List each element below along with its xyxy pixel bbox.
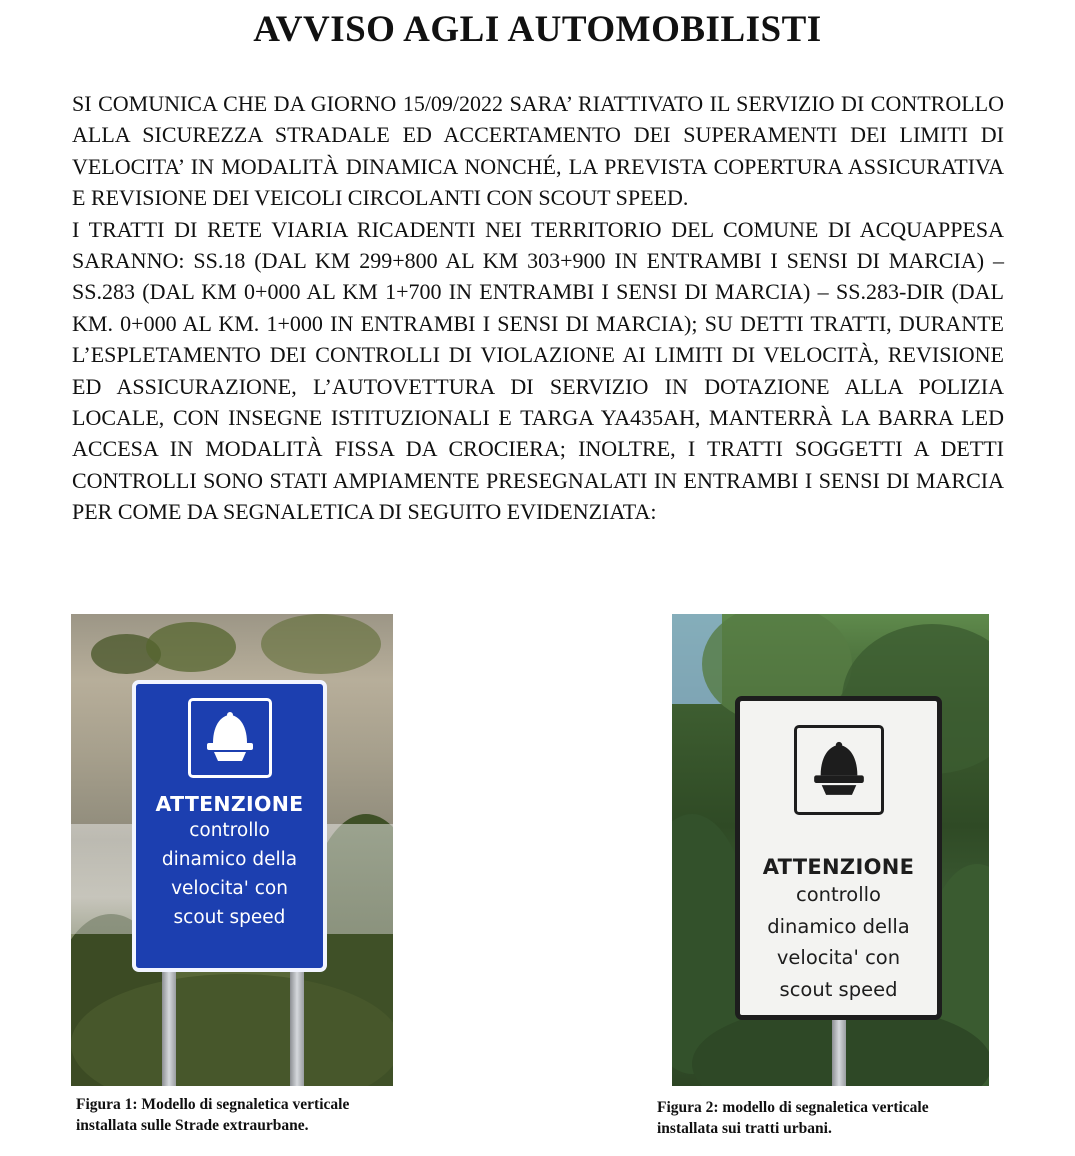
sign-heading: ATTENZIONE (762, 855, 915, 879)
sign-line: velocita' con (171, 878, 288, 899)
caption-line: Figura 1: Modello di segnaletica verticale (76, 1096, 350, 1113)
sign-heading: ATTENZIONE (155, 792, 304, 816)
blue-road-sign (132, 680, 327, 972)
sign-line: scout speed (173, 907, 286, 928)
sign-line: dinamico della (161, 849, 298, 870)
sign-line: velocita' con (776, 946, 901, 969)
sign-line: controllo (189, 820, 270, 841)
caption-line: Figura 2: modello di segnaletica verticale (657, 1099, 929, 1116)
notice-paragraph-1: SI COMUNICA CHE DA GIORNO 15/09/2022 SARA’ RIATTIVATO IL SERVIZIO DI CONTROLLO ALLA SICUREZZA STRADALE ED ACCERTAMENTO DEI SUPERAMENTI DEI LIMITI DI VELOCITA’ IN MODALITÀ DINAMICA NONCHÉ, LA PREVISTA COPERTURA ASSICURATIVA E REVISIONE DEI VEICOLI CIRCOLANTI CON SCOUT SPEED. (72, 91, 1004, 211)
figure-2-photo (672, 614, 989, 1086)
figure-1-caption (76, 1094, 436, 1136)
police-helmet-icon (205, 711, 255, 765)
figure-1-photo (71, 614, 393, 1086)
white-road-sign (735, 696, 942, 1020)
notice-body (72, 88, 1004, 528)
figure-2-caption (657, 1097, 1017, 1139)
icon-frame (188, 698, 272, 778)
sign-line: dinamico della (767, 914, 910, 938)
notice-paragraph-2: I TRATTI DI RETE VIARIA RICADENTI NEI TERRITORIO DEL COMUNE DI ACQUAPPESA SARANNO: SS.18 (DAL KM 299+800 AL KM 303+900 IN ENTRAMBI I SENSI DI MARCIA) – SS.283 (DAL KM 0+000 AL KM 1+700 IN ENTRAMBI I SENSI DI MARCIA) – SS.283-DIR (DAL KM. 0+000 AL KM. 1+000 IN ENTRAMBI I SENSI DI MARCIA); SU DETTI TRATTI, DURANTE L’ESPLETAMENTO DEI CONTROLLI DI VIOLAZIONE AI LIMITI DI VELOCITÀ, REVISIONE ED ASSICURAZIONE, L’AUTOVETTURA DI SERVIZIO IN DOTAZIONE ALLA POLIZIA LOCALE, CON INSEGNE ISTITUZIONALI E TARGA YA435AH, MANTERRÀ LA BARRA LED ACCESA IN MODALITÀ FISSA DA CROCIERA; INOLTRE, I TRATTI SOGGETTI A DETTI CONTROLLI SONO STATI AMPIAMENTE PRESEGNALATI IN ENTRAMBI I SENSI DI MARCIA PER COME DA SEGNALETICA DI SEGUITO EVIDENZIATA: (72, 216, 1004, 525)
icon-frame (794, 725, 884, 815)
sign-line: scout speed (779, 977, 898, 1001)
police-helmet-icon (812, 740, 866, 800)
page-title: AVVISO AGLI AUTOMOBILISTI (253, 9, 822, 50)
sign-line: controllo (796, 883, 881, 906)
caption-line: installata sulle Strade extraurbane. (76, 1117, 309, 1134)
caption-line: installata sui tratti urbani. (657, 1120, 832, 1137)
